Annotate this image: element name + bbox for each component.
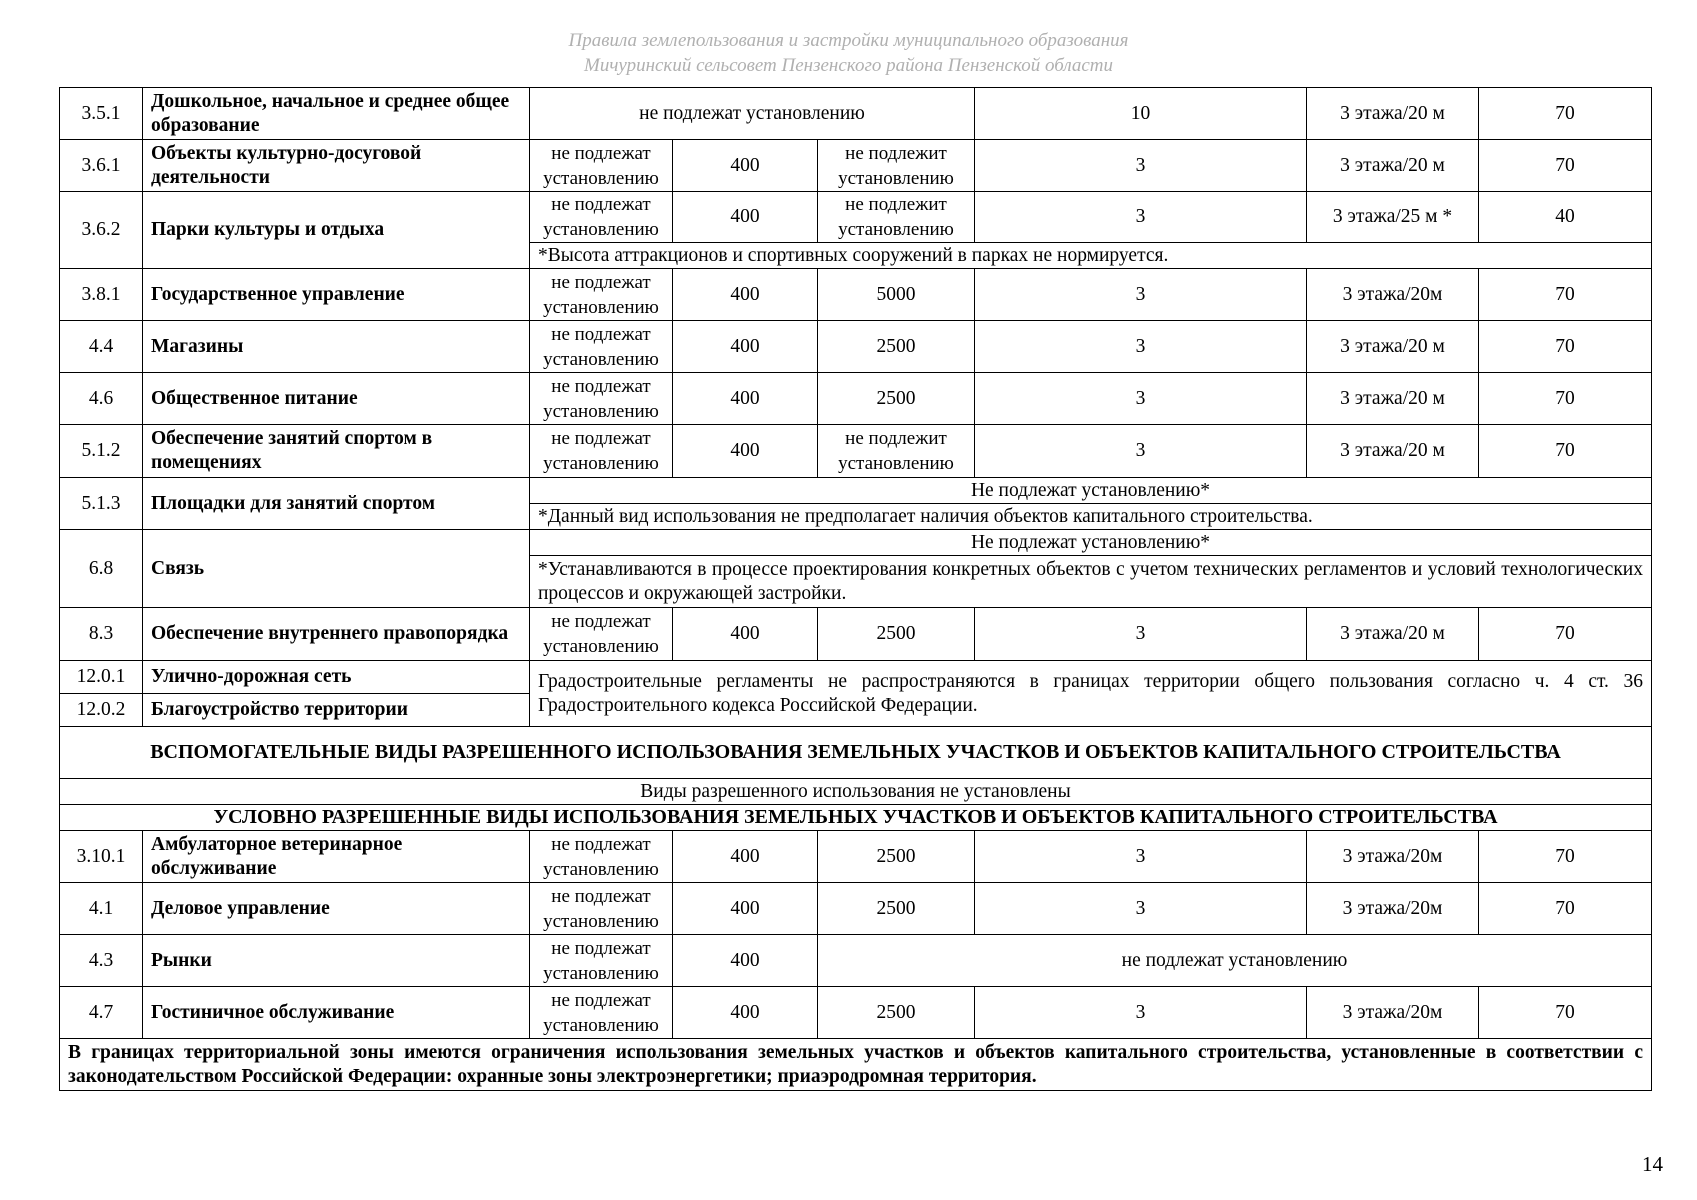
- table-row: [60, 373, 1652, 425]
- min-size-cell: не подлежат установлению: [530, 883, 673, 935]
- table-row: [60, 987, 1652, 1039]
- table-row: [60, 935, 1652, 987]
- footnote-cell: *Данный вид использования не предполагает наличия объектов капитального строительства.: [530, 504, 1652, 530]
- area-max-cell: 2500: [818, 831, 975, 883]
- merged-cell: Не подлежат установлению*: [530, 530, 1652, 556]
- area-max-cell: 2500: [818, 987, 975, 1039]
- indent-cell: 3: [975, 373, 1307, 425]
- coverage-cell: 70: [1479, 608, 1652, 661]
- code-cell: 6.8: [60, 530, 143, 608]
- area-min-cell: 400: [673, 987, 818, 1039]
- area-min-cell: 400: [673, 373, 818, 425]
- area-min-cell: 400: [673, 935, 818, 987]
- min-size-cell: не подлежат установлению: [530, 192, 673, 243]
- exemption-note-cell: Градостроительные регламенты не распространяются в границах территории общего пользования согласно ч. 4 ст. 36 Градостроительного кодекса Российской Федерации.: [530, 661, 1652, 727]
- code-cell: 4.1: [60, 883, 143, 935]
- coverage-cell: 70: [1479, 831, 1652, 883]
- name-cell: Парки культуры и отдыха: [143, 192, 530, 269]
- name-cell: Деловое управление: [143, 883, 530, 935]
- indent-cell: 3: [975, 831, 1307, 883]
- area-min-cell: 400: [673, 831, 818, 883]
- table-row: [60, 321, 1652, 373]
- indent-cell: 3: [975, 140, 1307, 192]
- min-size-cell: не подлежат установлению: [530, 425, 673, 478]
- area-min-cell: 400: [673, 269, 818, 321]
- auxiliary-uses-title: ВСПОМОГАТЕЛЬНЫЕ ВИДЫ РАЗРЕШЕННОГО ИСПОЛЬЗОВАНИЯ ЗЕМЕЛЬНЫХ УЧАСТКОВ И ОБЪЕКТОВ КАПИТАЛЬНОГО СТРОИТЕЛЬСТВА: [60, 727, 1652, 779]
- name-cell: Дошкольное, начальное и среднее общее образование: [143, 88, 530, 140]
- coverage-cell: 70: [1479, 373, 1652, 425]
- min-size-cell: не подлежат установлению: [530, 987, 673, 1039]
- floors-cell: 3 этажа/20 м: [1307, 88, 1479, 140]
- table-row: [60, 883, 1652, 935]
- floors-cell: 3 этажа/20 м: [1307, 373, 1479, 425]
- area-max-cell: 2500: [818, 883, 975, 935]
- area-min-cell: 400: [673, 192, 818, 243]
- table-row: [60, 140, 1652, 192]
- code-cell: 5.1.2: [60, 425, 143, 478]
- code-cell: 12.0.1: [60, 661, 143, 694]
- table-row: [60, 192, 1652, 243]
- area-max-cell: 2500: [818, 321, 975, 373]
- indent-cell: 3: [975, 608, 1307, 661]
- name-cell: Рынки: [143, 935, 530, 987]
- code-cell: 3.6.1: [60, 140, 143, 192]
- indent-cell: 3: [975, 883, 1307, 935]
- conditional-uses-title: УСЛОВНО РАЗРЕШЕННЫЕ ВИДЫ ИСПОЛЬЗОВАНИЯ ЗЕМЕЛЬНЫХ УЧАСТКОВ И ОБЪЕКТОВ КАПИТАЛЬНОГО СТРОИТЕЛЬСТВА: [60, 805, 1652, 831]
- indent-cell: 3: [975, 987, 1307, 1039]
- footnote-cell: *Устанавливаются в процессе проектирования конкретных объектов с учетом технических регламентов и условий технологических процессов и окружающей застройки.: [530, 556, 1652, 608]
- section-header-row: [60, 805, 1652, 831]
- table-row: [60, 831, 1652, 883]
- footnote-cell: *Высота аттракционов и спортивных сооружений в парках не нормируется.: [530, 243, 1652, 269]
- table-row: [60, 661, 1652, 694]
- running-header-line-2: Мичуринский сельсовет Пензенского района Пензенской области: [584, 55, 1113, 76]
- code-cell: 3.5.1: [60, 88, 143, 140]
- code-cell: 8.3: [60, 608, 143, 661]
- floors-cell: 3 этажа/20м: [1307, 883, 1479, 935]
- name-cell: Амбулаторное ветеринарное обслуживание: [143, 831, 530, 883]
- code-cell: 4.4: [60, 321, 143, 373]
- area-min-cell: 400: [673, 608, 818, 661]
- area-min-cell: 400: [673, 883, 818, 935]
- table-row: [60, 269, 1652, 321]
- name-cell: Связь: [143, 530, 530, 608]
- coverage-cell: 70: [1479, 883, 1652, 935]
- coverage-cell: 70: [1479, 321, 1652, 373]
- min-size-cell: не подлежат установлению: [530, 269, 673, 321]
- area-max-cell: 2500: [818, 608, 975, 661]
- merged-cell: не подлежат установлению: [530, 88, 975, 140]
- table-row: [60, 88, 1652, 140]
- code-cell: 3.8.1: [60, 269, 143, 321]
- area-min-cell: 400: [673, 140, 818, 192]
- name-cell: Объекты культурно-досуговой деятельности: [143, 140, 530, 192]
- area-max-cell: не подлежит установлению: [818, 425, 975, 478]
- name-cell: Благоустройство территории: [143, 694, 530, 727]
- zoning-regulations-table: [59, 87, 1652, 1091]
- code-cell: 3.6.2: [60, 192, 143, 269]
- indent-cell: 10: [975, 88, 1307, 140]
- area-min-cell: 400: [673, 425, 818, 478]
- area-max-cell: не подлежит установлению: [818, 192, 975, 243]
- table-row: [60, 1039, 1652, 1091]
- code-cell: 5.1.3: [60, 478, 143, 530]
- page-number: 14: [1642, 1152, 1663, 1176]
- name-cell: Общественное питание: [143, 373, 530, 425]
- indent-cell: 3: [975, 425, 1307, 478]
- code-cell: 4.7: [60, 987, 143, 1039]
- running-header-line-1: Правила землепользования и застройки муниципального образования: [568, 30, 1129, 51]
- floors-cell: 3 этажа/20 м: [1307, 425, 1479, 478]
- table-row: [60, 425, 1652, 478]
- auxiliary-uses-note: Виды разрешенного использования не установлены: [60, 779, 1652, 805]
- floors-cell: 3 этажа/20 м: [1307, 608, 1479, 661]
- coverage-cell: 70: [1479, 140, 1652, 192]
- coverage-cell: 70: [1479, 987, 1652, 1039]
- code-cell: 4.6: [60, 373, 143, 425]
- name-cell: Государственное управление: [143, 269, 530, 321]
- floors-cell: 3 этажа/20 м: [1307, 321, 1479, 373]
- min-size-cell: не подлежат установлению: [530, 140, 673, 192]
- name-cell: Гостиничное обслуживание: [143, 987, 530, 1039]
- table-row: [60, 608, 1652, 661]
- section-header-row: [60, 727, 1652, 779]
- floors-cell: 3 этажа/20 м: [1307, 140, 1479, 192]
- floors-cell: 3 этажа/25 м *: [1307, 192, 1479, 243]
- coverage-cell: 40: [1479, 192, 1652, 243]
- code-cell: 4.3: [60, 935, 143, 987]
- name-cell: Магазины: [143, 321, 530, 373]
- name-cell: Площадки для занятий спортом: [143, 478, 530, 530]
- area-max-cell: не подлежит установлению: [818, 140, 975, 192]
- merged-cell: не подлежат установлению: [818, 935, 1652, 987]
- table-row: [60, 530, 1652, 556]
- min-size-cell: не подлежат установлению: [530, 608, 673, 661]
- coverage-cell: 70: [1479, 88, 1652, 140]
- area-max-cell: 2500: [818, 373, 975, 425]
- restrictions-note: В границах территориальной зоны имеются ограничения использования земельных участков и объектов капитального строительства, установленные в соответствии с законодательством Российской Федерации: охранные зоны электроэнергетики; приаэродромная территория.: [60, 1039, 1652, 1091]
- code-cell: 12.0.2: [60, 694, 143, 727]
- coverage-cell: 70: [1479, 425, 1652, 478]
- min-size-cell: не подлежат установлению: [530, 935, 673, 987]
- area-max-cell: 5000: [818, 269, 975, 321]
- floors-cell: 3 этажа/20м: [1307, 831, 1479, 883]
- indent-cell: 3: [975, 321, 1307, 373]
- name-cell: Обеспечение внутреннего правопорядка: [143, 608, 530, 661]
- table-row: [60, 478, 1652, 504]
- area-min-cell: 400: [673, 321, 818, 373]
- merged-cell: Не подлежат установлению*: [530, 478, 1652, 504]
- floors-cell: 3 этажа/20м: [1307, 269, 1479, 321]
- code-cell: 3.10.1: [60, 831, 143, 883]
- indent-cell: 3: [975, 192, 1307, 243]
- table-row: [60, 779, 1652, 805]
- name-cell: Обеспечение занятий спортом в помещениях: [143, 425, 530, 478]
- min-size-cell: не подлежат установлению: [530, 373, 673, 425]
- coverage-cell: 70: [1479, 269, 1652, 321]
- min-size-cell: не подлежат установлению: [530, 831, 673, 883]
- floors-cell: 3 этажа/20м: [1307, 987, 1479, 1039]
- indent-cell: 3: [975, 269, 1307, 321]
- name-cell: Улично-дорожная сеть: [143, 661, 530, 694]
- min-size-cell: не подлежат установлению: [530, 321, 673, 373]
